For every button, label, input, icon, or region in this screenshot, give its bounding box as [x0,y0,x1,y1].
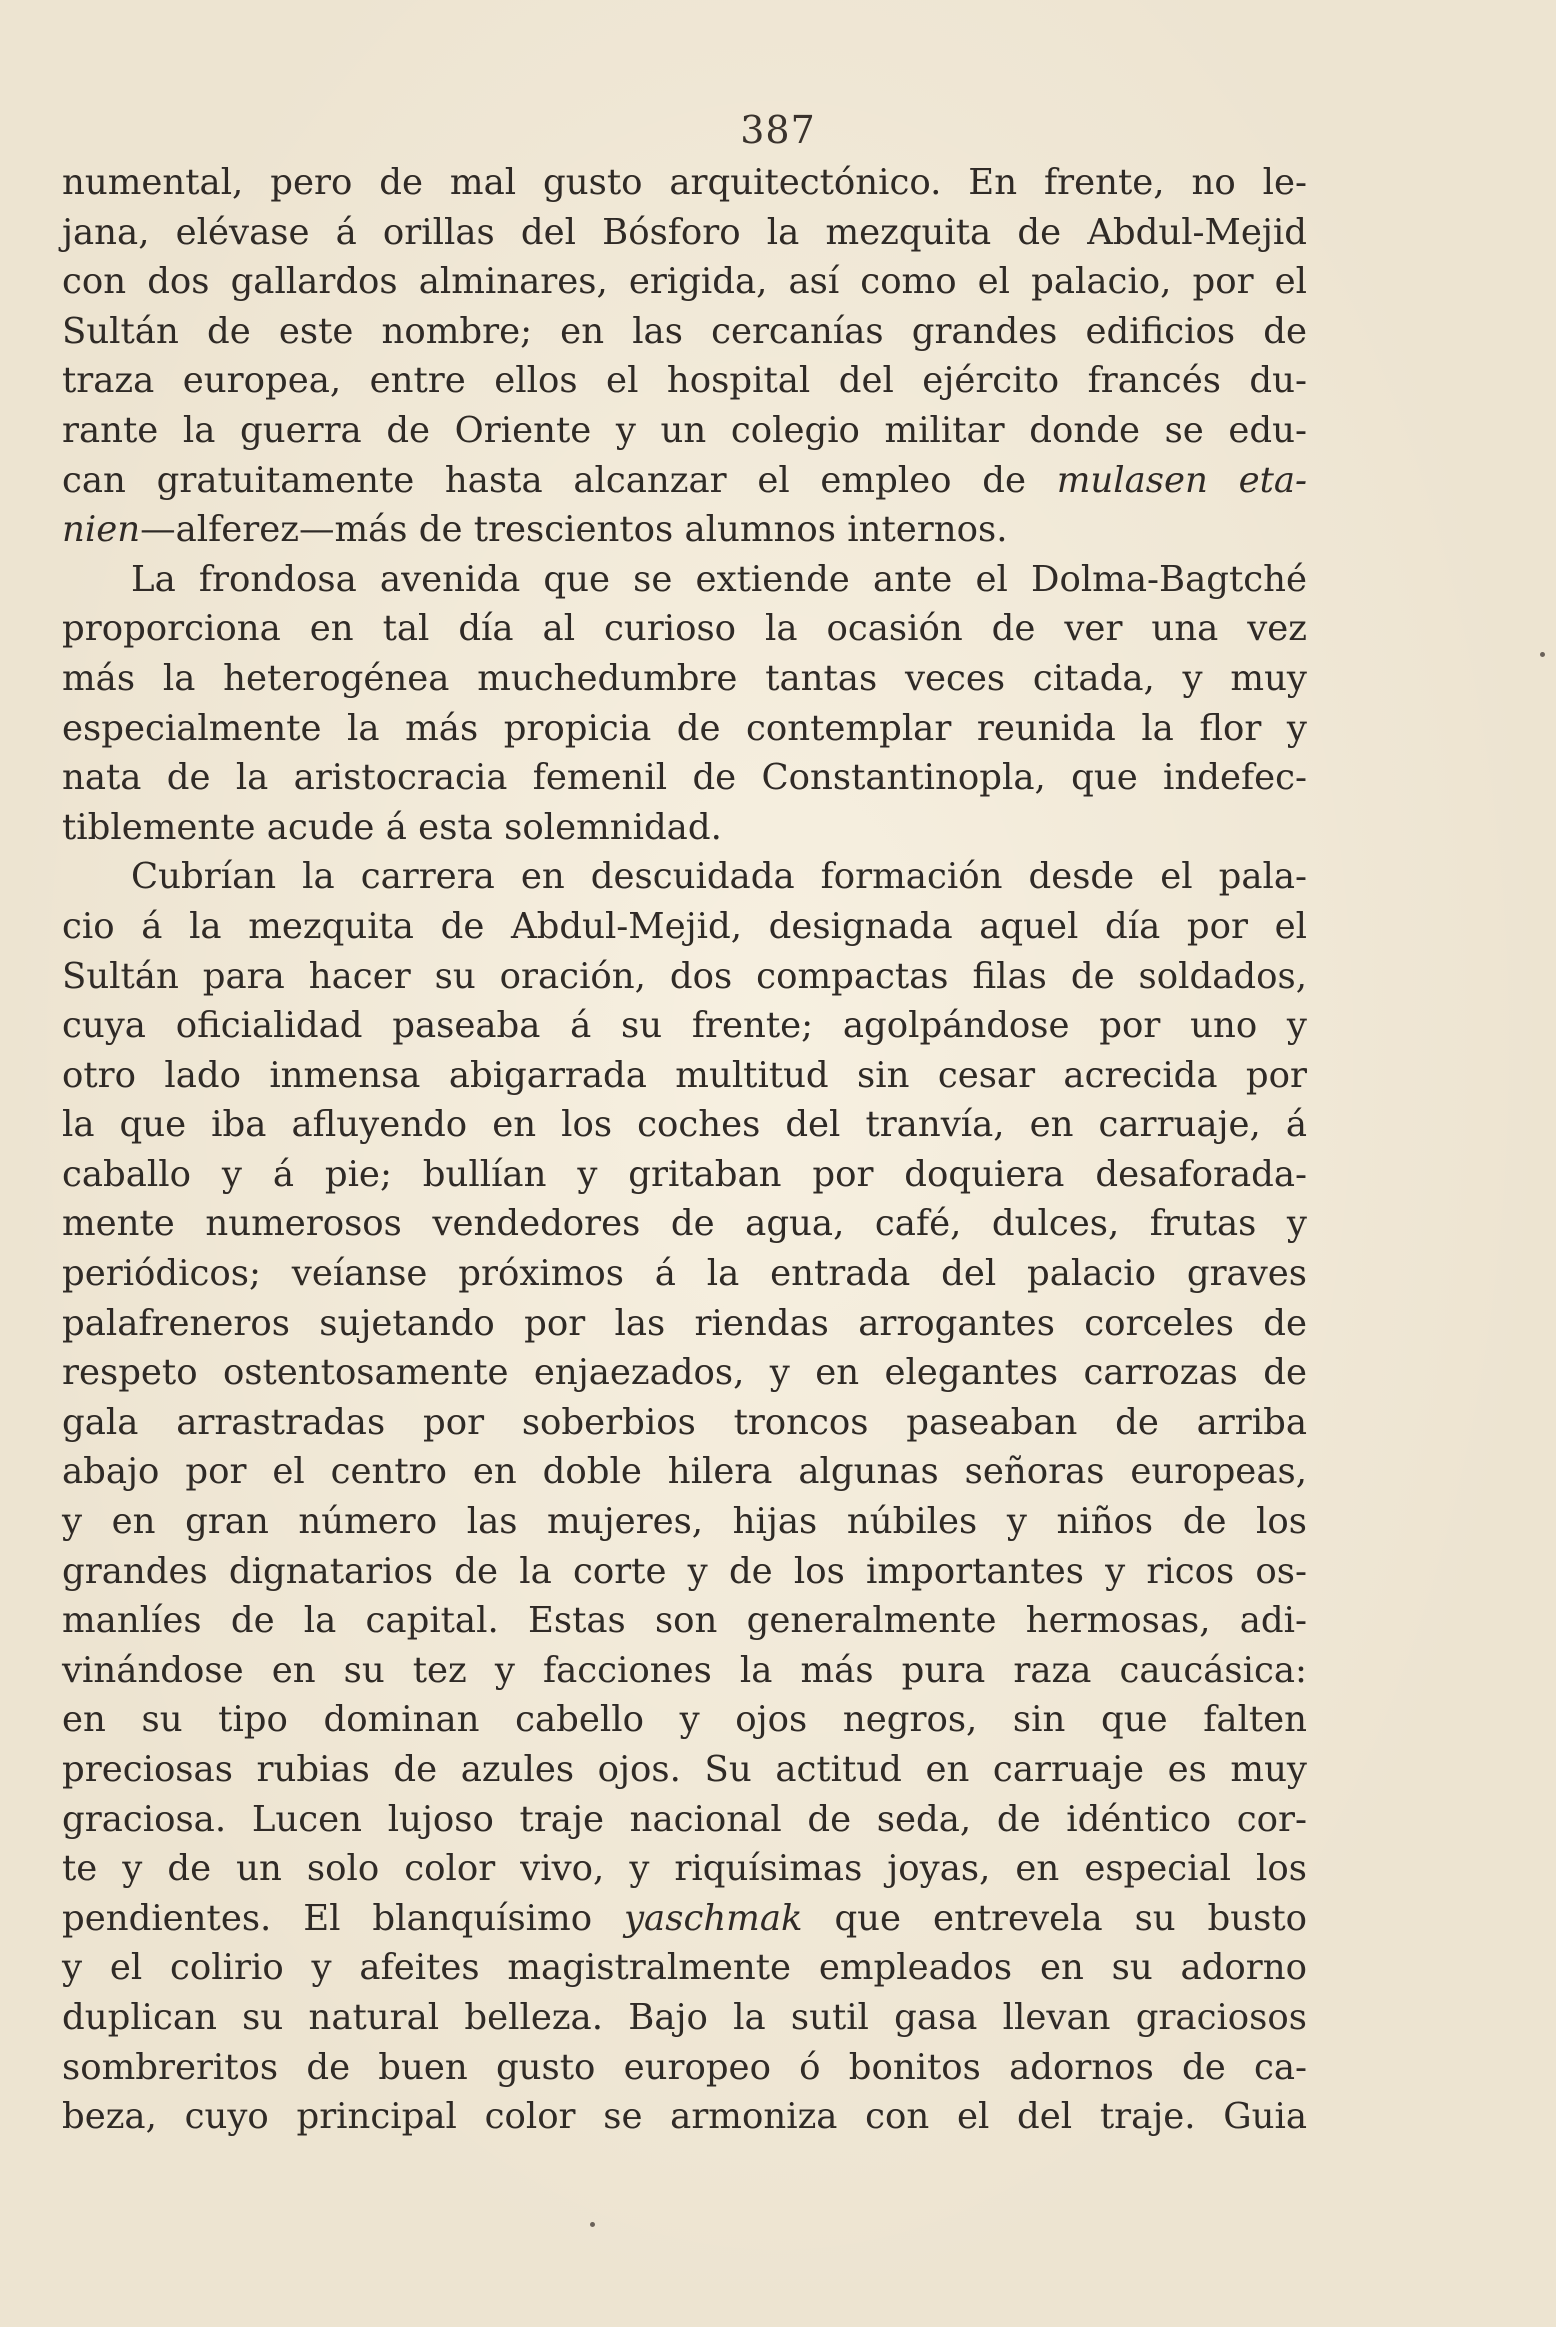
text-line: tiblemente acude á esta solemnidad. [62,806,722,848]
text-line: graciosa. Lucen lujoso traje nacional de seda, de idéntico cor- [62,1798,1307,1840]
text-line: y el colirio y afeites magistralmente empleados en su adorno [62,1947,1307,1989]
text-line: manlíes de la capital. Estas son generalmente hermosas, adi- [62,1600,1307,1642]
text-run: que entrevela su busto [802,1897,1308,1939]
italic-term: yaschmak [624,1897,803,1939]
text-line [62,1894,1307,1944]
text-line: más la heterogénea muchedumbre tantas veces citada, y muy [62,657,1307,699]
text-line: rante la guerra de Oriente y un colegio militar donde se edu- [62,409,1307,451]
text-line [62,505,1307,555]
text-line: gala arrastradas por soberbios troncos paseaban de arriba [62,1401,1307,1443]
text-line: Sultán para hacer su oración, dos compactas filas de soldados, [62,955,1307,997]
text-line: especialmente la más propicia de contemplar reunida la flor y [62,707,1307,749]
text-line: mente numerosos vendedores de agua, café, dulces, frutas y [62,1203,1307,1245]
italic-term: mulasen eta- [1056,459,1308,501]
italic-term: nien [62,509,141,551]
text-line: numental, pero de mal gusto arquitectónico. En frente, no le- [62,162,1307,203]
text-line: periódicos; veíanse próximos á la entrada del palacio graves [62,1253,1307,1295]
text-line: preciosas rubias de azules ojos. Su actitud en carruaje es muy [62,1749,1307,1790]
text-line: jana, elévase á orillas del Bósforo la mezquita de Abdul-Mejid [62,211,1307,253]
text-line: te y de un solo color vivo, y riquísimas joyas, en especial los [62,1848,1307,1890]
text-line: duplican su natural belleza. Bajo la sutil gasa llevan graciosos [62,1996,1307,2038]
text-run: pendientes. El blanquísimo [62,1897,624,1939]
page-number: 387 [740,108,816,152]
text-line: grandes dignatarios de la corte y de los importantes y ricos os- [62,1550,1307,1592]
text-line: beza, cuyo principal color se armoniza con el del traje. Guia [62,2096,1307,2138]
text-line: nata de la aristocracia femenil de Constantinopla, que indefec- [62,757,1307,799]
text-line: La frondosa avenida que se extiende ante el Dolma-Bagtché [131,558,1307,600]
text-line: caballo y á pie; bullían y gritaban por doquiera desaforada- [62,1153,1307,1195]
text-line: abajo por el centro en doble hilera algunas señoras europeas, [62,1451,1307,1493]
text-line: proporciona en tal día al curioso la ocasión de ver una vez [62,608,1307,650]
text-line: vinándose en su tez y facciones la más pura raza caucásica: [62,1649,1307,1691]
text-line: otro lado inmensa abigarrada multitud sin cesar acrecida por [62,1054,1307,1096]
text-line: y en gran número las mujeres, hijas núbiles y niños de los [62,1501,1307,1543]
text-line: la que iba afluyendo en los coches del tranvía, en carruaje, á [62,1104,1307,1146]
text-line: traza europea, entre ellos el hospital del ejército francés du- [62,360,1307,402]
text-line: palafreneros sujetando por las riendas arrogantes corceles de [62,1302,1307,1344]
text-line: en su tipo dominan cabello y ojos negros, sin que falten [62,1699,1307,1741]
text-line: Sultán de este nombre; en las cercanías grandes edificios de [62,310,1307,352]
text-run: —alferez—más de trescientos alumnos internos. [140,509,1008,551]
body-text [62,158,1307,2142]
text-line: Cubrían la carrera en descuidada formación desde el pala- [131,856,1307,898]
ink-speck [1540,652,1545,657]
text-line: respeto ostentosamente enjaezados, y en elegantes carrozas de [62,1352,1307,1394]
text-line: cuya oficialidad paseaba á su frente; agolpándose por uno y [62,1005,1307,1047]
text-line: con dos gallardos alminares, erigida, así como el palacio, por el [62,261,1307,303]
text-line: sombreritos de buen gusto europeo ó bonitos adornos de ca- [62,2046,1307,2088]
text-line [62,456,1307,506]
text-run: can gratuitamente hasta alcanzar el empleo de [62,459,1057,501]
text-line: cio á la mezquita de Abdul-Mejid, designada aquel día por el [62,905,1307,947]
ink-speck [590,2222,595,2227]
